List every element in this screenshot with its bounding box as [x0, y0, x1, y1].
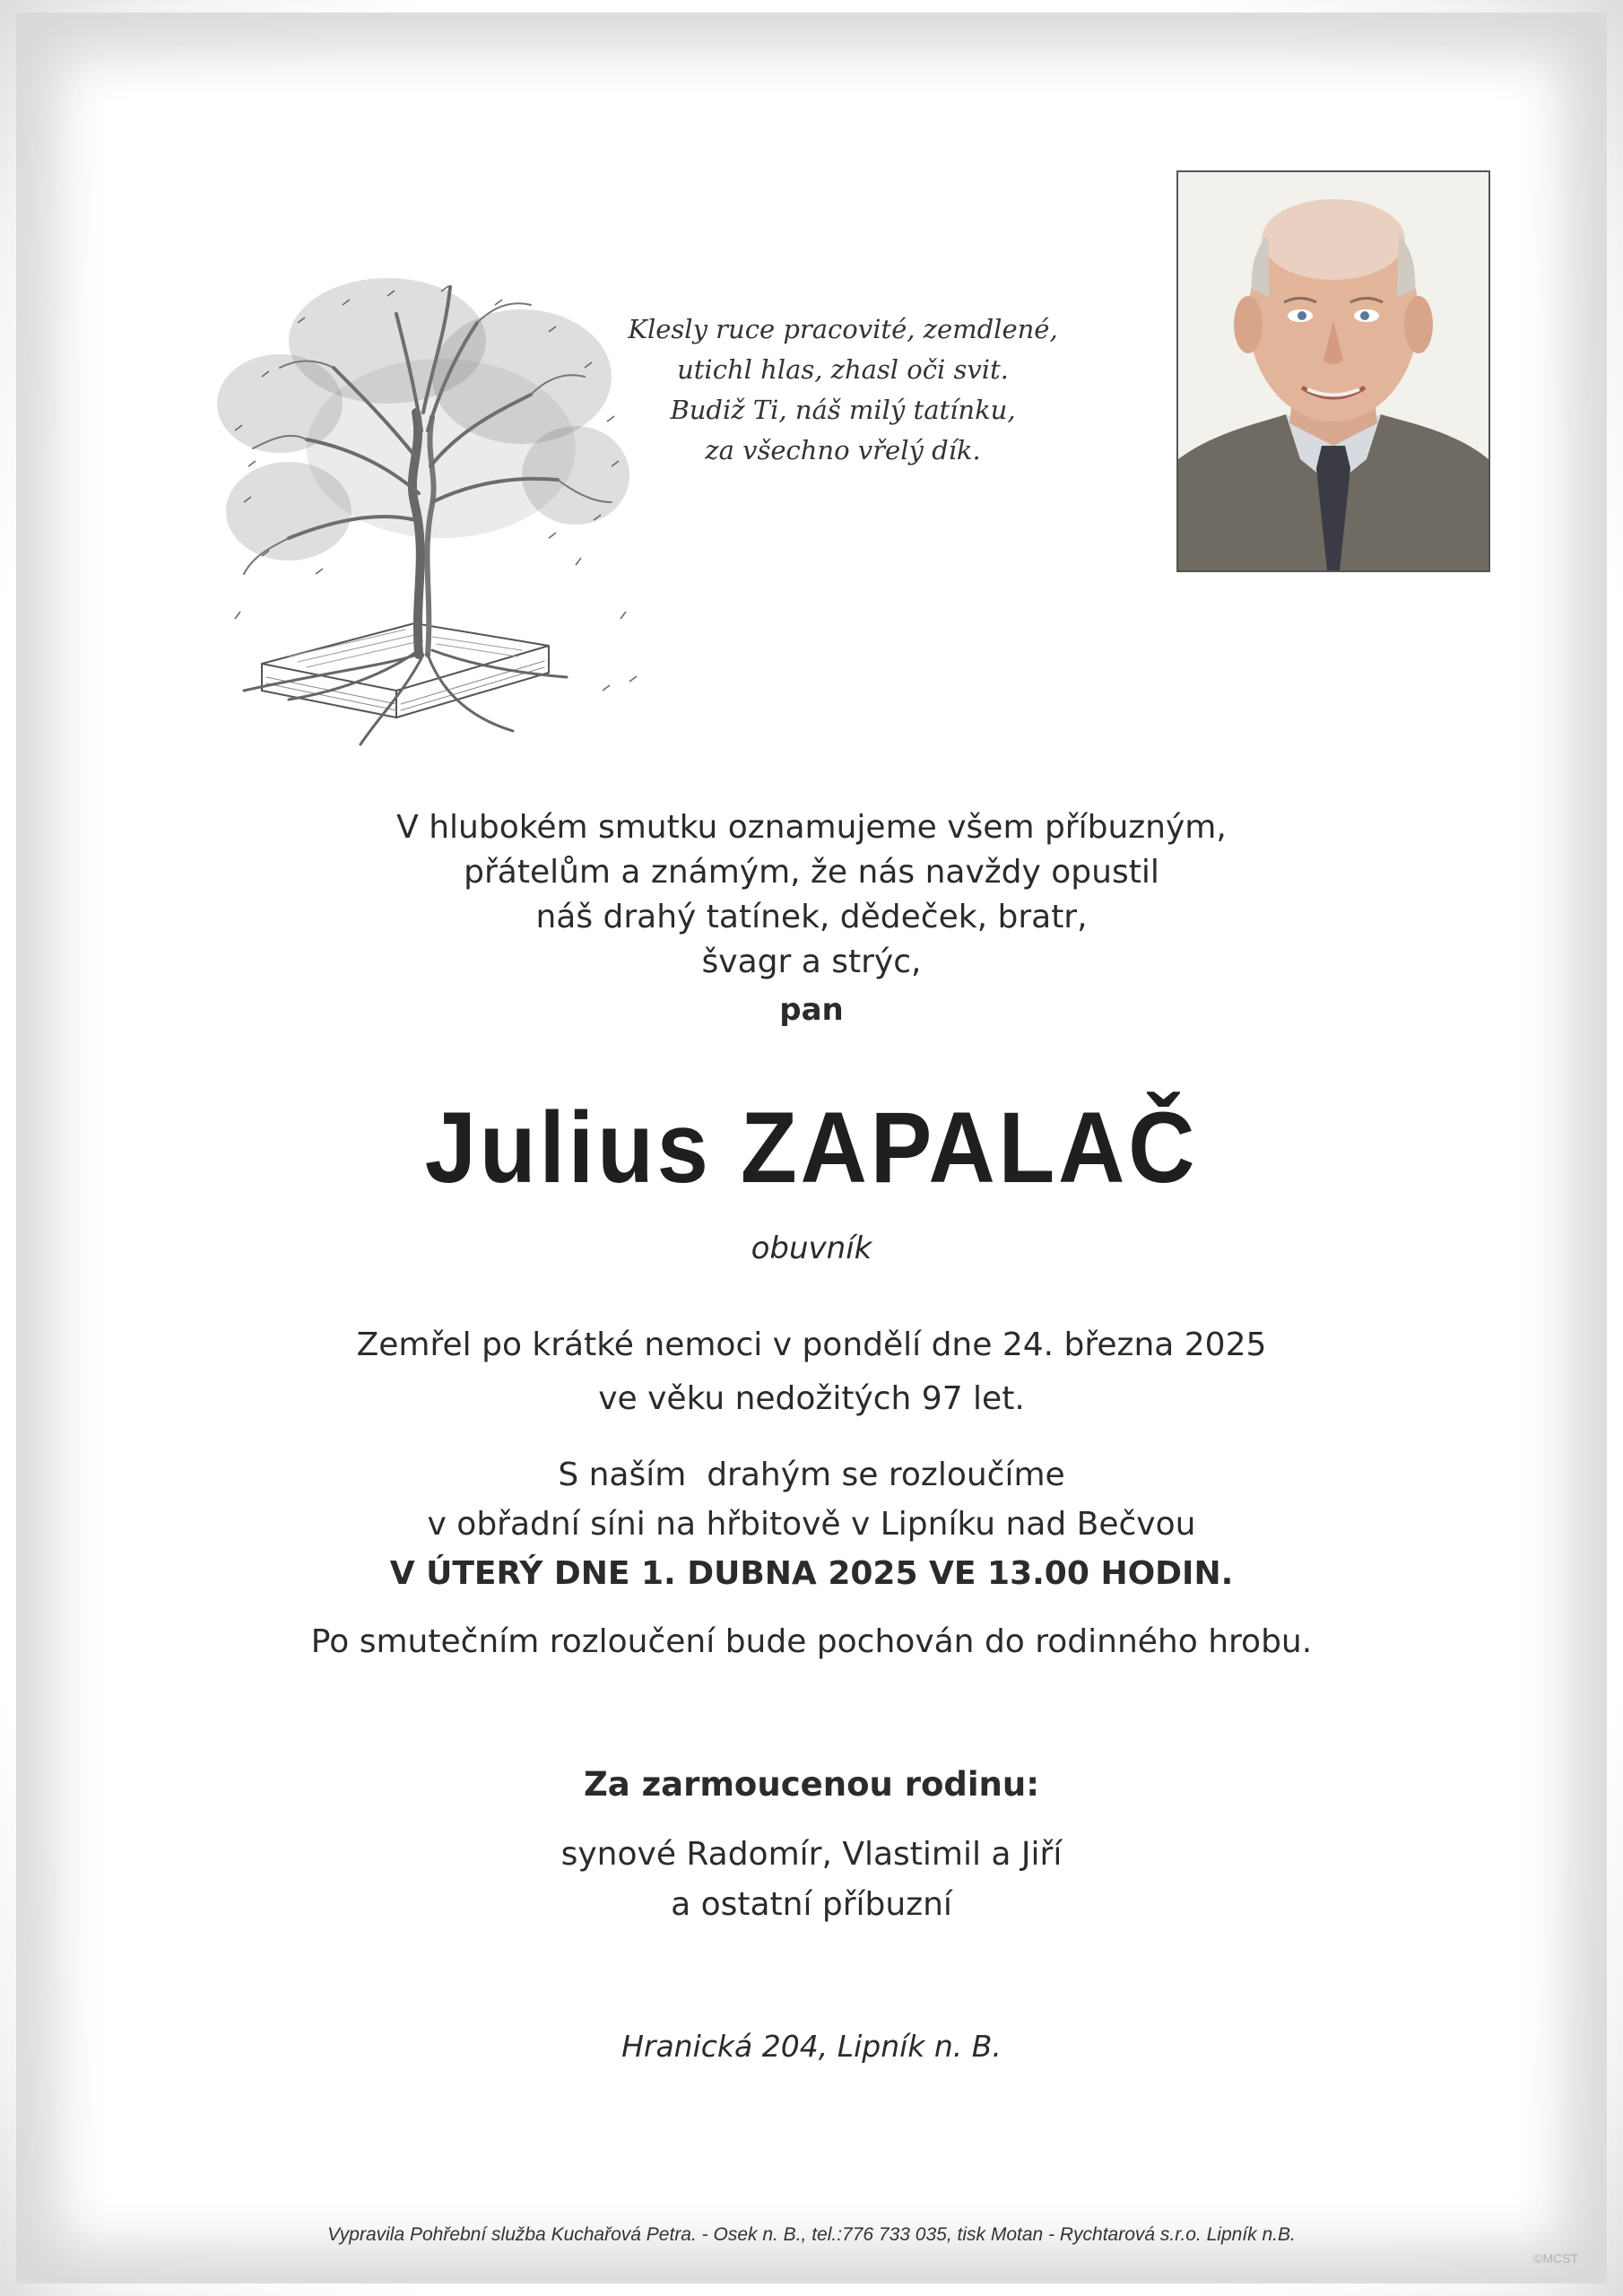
farewell-line: v obřadní síni na hřbitově v Lipníku nad Bečvou	[427, 1506, 1196, 1543]
poem	[628, 309, 1058, 471]
poem-line: Budiž Ti, náš milý tatínku,	[670, 395, 1016, 425]
death-details	[0, 1318, 1623, 1426]
death-line: Zemřel po krátké nemoci v pondělí dne 24. března 2025	[356, 1326, 1267, 1363]
address: Hranická 204, Lipník n. B.	[621, 2029, 1002, 2064]
portrait-photo	[1176, 170, 1490, 572]
watermark: ©MCST	[1533, 2251, 1578, 2266]
deceased-name: Julius ZAPALAČ	[424, 1091, 1199, 1204]
poem-line: utichl hlas, zhasl oči svit.	[677, 354, 1009, 385]
occupation: obuvník	[751, 1231, 872, 1266]
intro-line: V hlubokém smutku oznamujeme všem příbuzným,	[396, 809, 1227, 846]
farewell-details	[0, 1450, 1623, 1598]
intro-line: přátelům a známým, že nás navždy opustil	[464, 854, 1159, 891]
family-members	[0, 1830, 1623, 1930]
family-line: a ostatní příbuzní	[671, 1886, 952, 1923]
tree-on-book-icon	[208, 269, 656, 771]
poem-line: za všechno vřelý dík.	[705, 435, 981, 465]
death-line: ve věku nedožitých 97 let.	[598, 1380, 1025, 1417]
farewell-time: V ÚTERÝ DNE 1. DUBNA 2025 VE 13.00 HODIN.	[389, 1555, 1234, 1592]
footer-credits: Vypravila Pohřební služba Kuchařová Petra. - Osek n. B., tel.:776 733 035, tisk Motan - Rychtarová s.r.o. Lipník n.B.	[327, 2224, 1296, 2245]
intro-line: náš drahý tatínek, dědeček, bratr,	[535, 899, 1088, 935]
announcement-intro	[0, 805, 1623, 985]
poem-line: Klesly ruce pracovité, zemdlené,	[628, 314, 1058, 344]
farewell-line: S naším drahým se rozloučíme	[558, 1457, 1065, 1493]
intro-line: švagr a strýc,	[701, 944, 922, 980]
burial-note: Po smutečním rozloučení bude pochován do rodinného hrobu.	[310, 1623, 1313, 1660]
family-line: synové Radomír, Vlastimil a Jiří	[560, 1836, 1063, 1873]
honorific: pan	[779, 992, 844, 1028]
family-heading: Za zarmoucenou rodinu:	[583, 1765, 1040, 1804]
